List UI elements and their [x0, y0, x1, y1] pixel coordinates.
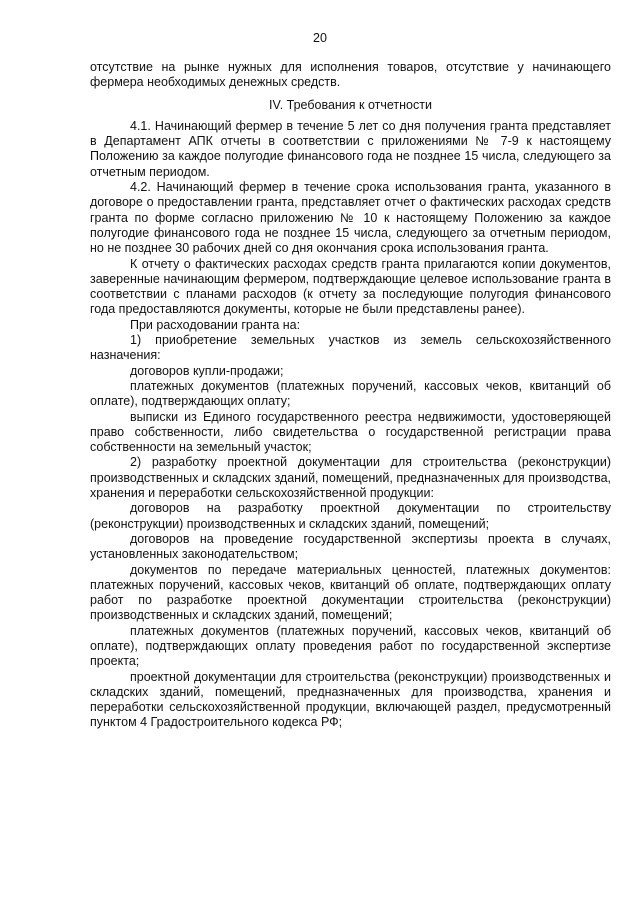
document-body: [90, 60, 611, 731]
sub-item-expertise-contracts: договоров на проведение государственной экспертизы проекта в случаях, установленных законодательством;: [90, 531, 611, 562]
paragraph-report-attachments: К отчету о фактических расходах средств гранта прилагаются копии документов, заверенные начинающим фермером, подтверждающие целевое использование гранта в соответствии с планами расходов (к отчету за последующие полугодия финансового года предоставляются документы, которые не были представлены ранее).: [90, 256, 611, 317]
section-heading: IV. Требования к отчетности: [269, 97, 432, 112]
paragraph-spending-intro: При расходовании гранта на:: [130, 317, 301, 332]
sub-item-design-contracts: договоров на разработку проектной документации по строительству (реконструкции) производственных и складских зданий, помещений;: [90, 501, 611, 531]
sub-item-transfer-documents: документов по передаче материальных ценностей, платежных документов: платежных поручений, кассовых чеков, квитанций об оплате, подтверждающих оплату работ по разработке проектной документации строительства (реконструкции) производственных и складских зданий, помещений;: [90, 562, 611, 623]
sub-item-registry-extract: выписки из Единого государственного реестра недвижимости, удостоверяющей право собственности, либо свидетельства о государственной регистрации права собственности на земельный участок;: [90, 409, 611, 455]
sub-item-payment-documents: платежных документов (платежных поручений, кассовых чеков, квитанций об оплате), подтверждающих оплату;: [90, 378, 611, 409]
sub-item-expertise-payments: платежных документов (платежных поручений, кассовых чеков, квитанций об оплате), подтверждающих оплату проведения работ по государственной экспертизе проекта;: [90, 623, 611, 669]
continuation-paragraph: отсутствие на рынке нужных для исполнения товаров, отсутствие у начинающего фермера необходимых денежных средств.: [90, 60, 611, 90]
sub-item-sale-contracts: договоров купли-продажи;: [130, 363, 284, 378]
paragraph-4-1: 4.1. Начинающий фермер в течение 5 лет со дня получения гранта представляет в Департамент АПК отчеты в соответствии с приложениями № 7-9 к настоящему Положению за каждое полугодие финансового года не позднее 15 числа, следующего за отчетным периодом.: [90, 118, 611, 179]
sub-item-project-documentation: проектной документации для строительства (реконструкции) производственных и складских зданий, помещений, предназначенных для производства, хранения и переработки сельскохозяйственной продукции, включающей раздел, предусмотренный пунктом 4 Градостроительного кодекса РФ;: [90, 669, 611, 730]
list-item-land-purchase: 1) приобретение земельных участков из земель сельскохозяйственного назначения:: [90, 333, 611, 363]
list-item-project-documentation: 2) разработку проектной документации для строительства (реконструкции) производственных и складских зданий, помещений, предназначенных для производства, хранения и переработки сельскохозяйственной продукции:: [90, 455, 611, 501]
page-number: 20: [313, 31, 327, 45]
paragraph-4-2: 4.2. Начинающий фермер в течение срока использования гранта, указанного в договоре о предоставлении гранта, представляет отчет о фактических расходах средств гранта по форме согласно приложению № 10 к настоящему Положению за каждое полугодие финансового года не позднее 15 числа, следующего за отчетным периодом, но не позднее 30 рабочих дней со дня окончания срока использования гранта.: [90, 180, 611, 256]
